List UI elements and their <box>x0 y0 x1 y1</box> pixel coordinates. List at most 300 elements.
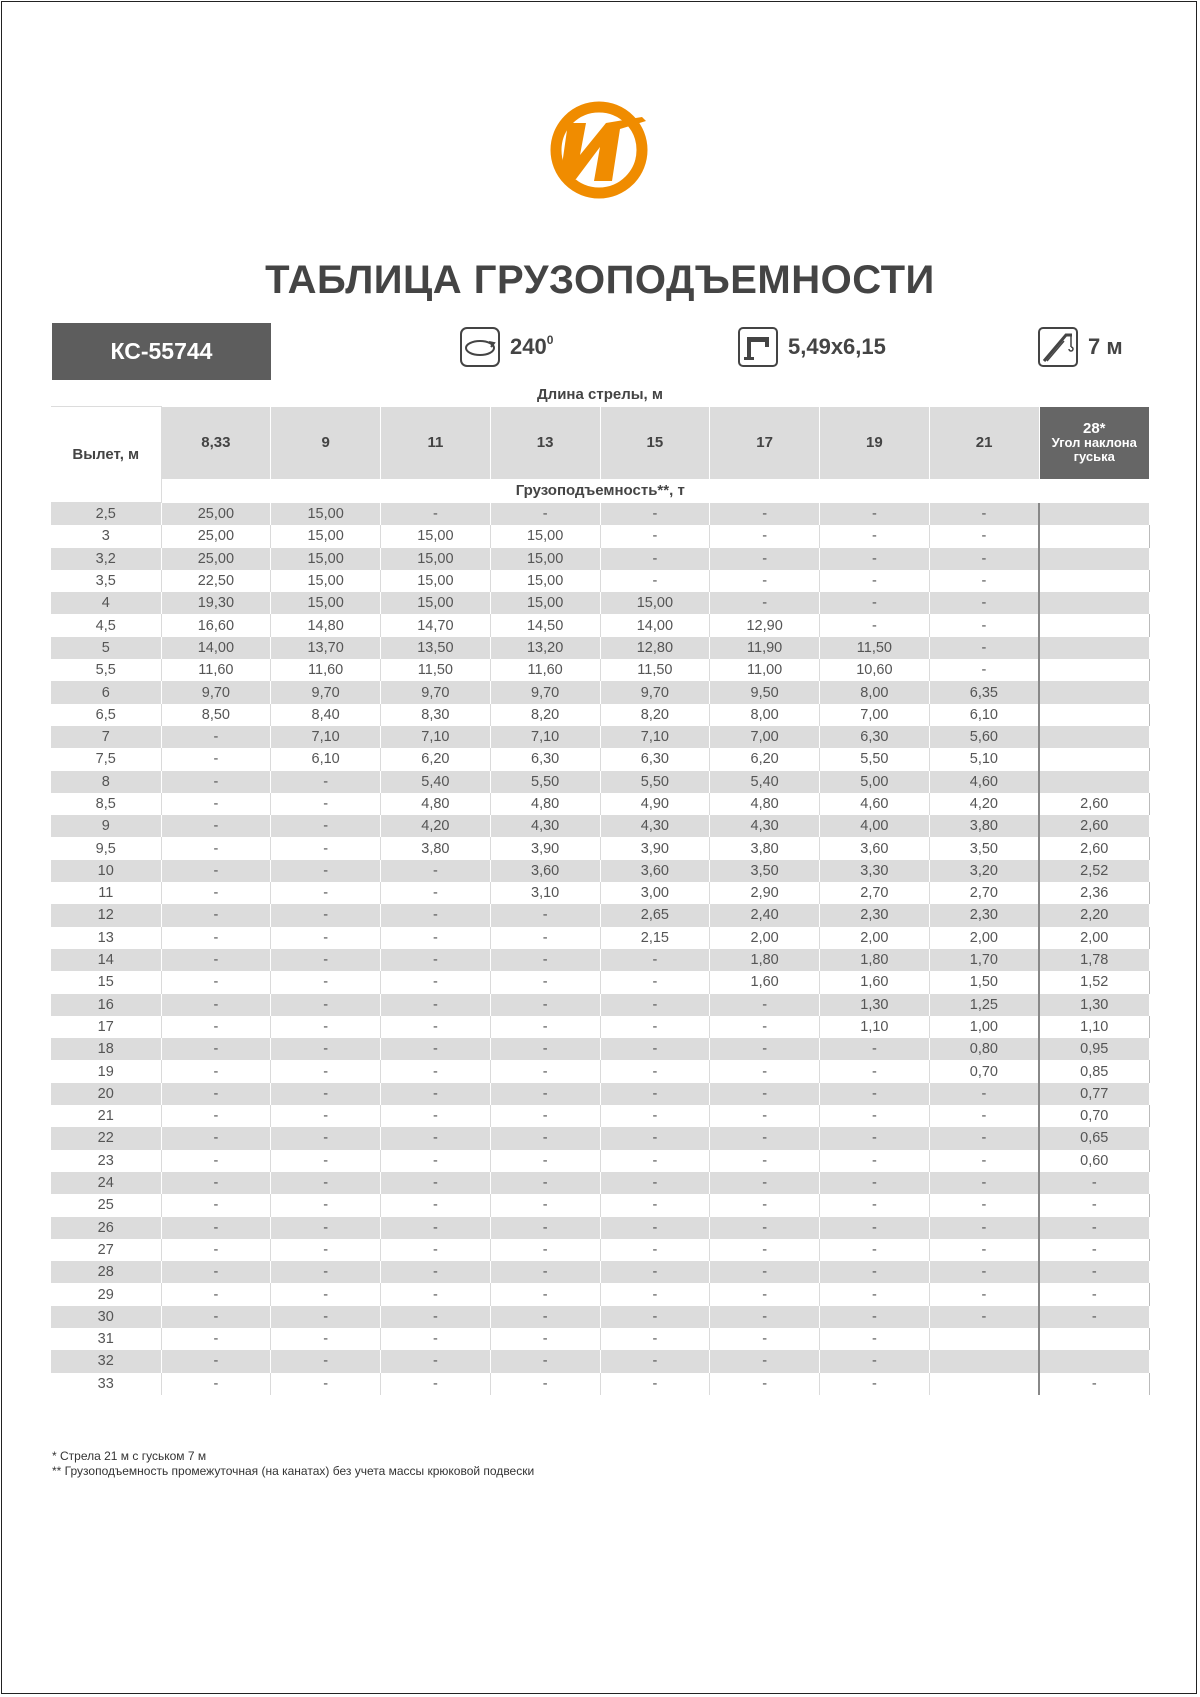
jib-capacity-cell: - <box>1039 1172 1149 1194</box>
capacity-cell: - <box>381 971 491 993</box>
capacity-cell: - <box>381 1038 491 1060</box>
capacity-cell: - <box>161 1373 271 1395</box>
jib-capacity-cell: 2,60 <box>1039 793 1149 815</box>
table-row <box>51 771 1149 793</box>
capacity-cell: 13,20 <box>490 637 600 659</box>
jib-capacity-cell: - <box>1039 1239 1149 1261</box>
capacity-cell: - <box>710 1150 820 1172</box>
capacity-cell: 3,90 <box>600 837 710 859</box>
capacity-cell: - <box>271 1306 381 1328</box>
capacity-cell: 5,60 <box>929 726 1039 748</box>
capacity-cell: - <box>929 525 1039 547</box>
radius-cell: 3 <box>51 525 161 547</box>
capacity-cell: 14,00 <box>600 614 710 636</box>
capacity-cell: 15,00 <box>490 548 600 570</box>
company-logo <box>546 95 658 205</box>
jib-capacity-cell: - <box>1039 1373 1149 1395</box>
jib-angle-value: 28* <box>1082 419 1106 437</box>
radius-cell: 23 <box>51 1150 161 1172</box>
capacity-cell: 15,00 <box>381 570 491 592</box>
capacity-cell: 9,50 <box>710 681 820 703</box>
capacity-cell: - <box>381 1350 491 1372</box>
capacity-cell: 25,00 <box>161 525 271 547</box>
capacity-cell: - <box>710 1194 820 1216</box>
capacity-cell: - <box>929 503 1039 526</box>
capacity-cell: - <box>381 904 491 926</box>
jib-angle-header <box>1039 407 1149 479</box>
capacity-cell: 4,80 <box>381 793 491 815</box>
radius-cell: 19 <box>51 1060 161 1082</box>
jib-capacity-cell: 0,65 <box>1039 1127 1149 1149</box>
capacity-cell: - <box>820 548 930 570</box>
outrigger-value: 5,49х6,15 <box>788 334 886 359</box>
jib-capacity-cell <box>1039 503 1149 526</box>
capacity-cell: - <box>820 592 930 614</box>
capacity-cell: 14,50 <box>490 614 600 636</box>
jib-capacity-cell: 0,95 <box>1039 1038 1149 1060</box>
jib-capacity-cell: 2,60 <box>1039 815 1149 837</box>
capacity-cell: 7,10 <box>271 726 381 748</box>
capacity-cell: 15,00 <box>271 570 381 592</box>
capacity-cell: - <box>820 1306 930 1328</box>
capacity-cell: - <box>820 1328 930 1350</box>
capacity-cell: 14,70 <box>381 614 491 636</box>
capacity-cell: 11,60 <box>490 659 600 681</box>
capacity-cell: - <box>381 503 491 526</box>
capacity-cell: - <box>710 570 820 592</box>
capacity-cell: 3,20 <box>929 860 1039 882</box>
capacity-cell: 11,90 <box>710 637 820 659</box>
capacity-cell: - <box>490 1373 600 1395</box>
capacity-cell: 2,70 <box>929 882 1039 904</box>
capacity-cell: 9,70 <box>490 681 600 703</box>
capacity-cell: - <box>490 1194 600 1216</box>
capacity-cell: - <box>929 1150 1039 1172</box>
capacity-cell: - <box>381 1127 491 1149</box>
capacity-cell: 1,25 <box>929 994 1039 1016</box>
capacity-cell: - <box>381 1150 491 1172</box>
table-row <box>51 1060 1149 1082</box>
capacity-cell: 15,00 <box>271 525 381 547</box>
radius-cell: 4,5 <box>51 614 161 636</box>
capacity-cell: - <box>161 815 271 837</box>
capacity-cell: 0,80 <box>929 1038 1039 1060</box>
radius-cell: 26 <box>51 1217 161 1239</box>
capacity-cell: - <box>161 994 271 1016</box>
capacity-cell: - <box>271 793 381 815</box>
capacity-cell: 3,50 <box>929 837 1039 859</box>
table-row <box>51 1261 1149 1283</box>
capacity-cell: - <box>490 1150 600 1172</box>
capacity-cell: - <box>820 1060 930 1082</box>
capacity-cell: - <box>381 1083 491 1105</box>
capacity-cell: - <box>161 793 271 815</box>
capacity-cell: 6,35 <box>929 681 1039 703</box>
jib-capacity-cell: 1,78 <box>1039 949 1149 971</box>
capacity-caption: Грузоподъемность**, т <box>161 479 1039 503</box>
capacity-cell: - <box>490 927 600 949</box>
capacity-cell: - <box>271 1060 381 1082</box>
capacity-cell: 0,70 <box>929 1060 1039 1082</box>
capacity-cell: - <box>161 1261 271 1283</box>
jib-capacity-cell <box>1039 614 1149 636</box>
radius-cell: 17 <box>51 1016 161 1038</box>
capacity-cell: - <box>710 1083 820 1105</box>
radius-cell: 7 <box>51 726 161 748</box>
table-row <box>51 1016 1149 1038</box>
capacity-cell: - <box>820 1350 930 1372</box>
page-title: ТАБЛИЦА ГРУЗОПОДЪЕМНОСТИ <box>265 258 935 302</box>
capacity-cell: - <box>381 1373 491 1395</box>
capacity-cell: - <box>600 1350 710 1372</box>
table-row <box>51 927 1149 949</box>
capacity-cell: - <box>600 1306 710 1328</box>
jib-capacity-cell: - <box>1039 1261 1149 1283</box>
capacity-cell: - <box>490 1105 600 1127</box>
capacity-cell: - <box>600 1016 710 1038</box>
capacity-cell: 3,80 <box>929 815 1039 837</box>
capacity-cell: 6,10 <box>929 704 1039 726</box>
capacity-cell: 3,60 <box>600 860 710 882</box>
capacity-cell: - <box>271 882 381 904</box>
table-row <box>51 726 1149 748</box>
capacity-cell: 15,00 <box>271 548 381 570</box>
boom-length-header: 17 <box>710 407 820 479</box>
capacity-cell: - <box>381 860 491 882</box>
capacity-cell: - <box>929 637 1039 659</box>
capacity-cell: - <box>600 1373 710 1395</box>
capacity-cell: - <box>929 1306 1039 1328</box>
capacity-cell: - <box>161 1172 271 1194</box>
capacity-cell: - <box>490 1239 600 1261</box>
jib-capacity-cell <box>1039 748 1149 770</box>
capacity-cell: - <box>381 1328 491 1350</box>
capacity-cell: - <box>820 1239 930 1261</box>
capacity-cell: 15,00 <box>490 525 600 547</box>
capacity-cell: 4,80 <box>490 793 600 815</box>
capacity-cell: - <box>490 949 600 971</box>
capacity-cell: 2,00 <box>820 927 930 949</box>
capacity-cell: - <box>490 1328 600 1350</box>
table-row <box>51 637 1149 659</box>
outrigger-spec <box>738 327 886 367</box>
capacity-cell: - <box>381 1060 491 1082</box>
capacity-cell: - <box>710 525 820 547</box>
boom-length-header: 11 <box>381 407 491 479</box>
capacity-cell: - <box>929 1172 1039 1194</box>
jib-capacity-cell <box>1039 525 1149 547</box>
capacity-cell: 14,00 <box>161 637 271 659</box>
capacity-cell: 2,90 <box>710 882 820 904</box>
capacity-cell: - <box>820 525 930 547</box>
capacity-cell: - <box>161 927 271 949</box>
footnotes <box>52 1449 534 1479</box>
capacity-cell: - <box>271 860 381 882</box>
capacity-cell: 5,50 <box>490 771 600 793</box>
capacity-cell: 2,40 <box>710 904 820 926</box>
capacity-cell: - <box>929 1217 1039 1239</box>
radius-cell: 11 <box>51 882 161 904</box>
capacity-cell: - <box>820 1083 930 1105</box>
capacity-cell: - <box>490 904 600 926</box>
capacity-cell: 1,60 <box>710 971 820 993</box>
capacity-cell: - <box>710 1306 820 1328</box>
capacity-cell: - <box>710 1217 820 1239</box>
capacity-cell: - <box>490 1261 600 1283</box>
capacity-cell <box>929 1328 1039 1350</box>
capacity-cell: 6,30 <box>600 748 710 770</box>
capacity-cell: - <box>710 1283 820 1305</box>
capacity-cell: - <box>381 1306 491 1328</box>
capacity-cell: 8,20 <box>600 704 710 726</box>
capacity-cell: - <box>271 1127 381 1149</box>
capacity-cell: - <box>161 1083 271 1105</box>
capacity-cell <box>929 1350 1039 1372</box>
capacity-cell: - <box>271 771 381 793</box>
jib-capacity-cell <box>1039 704 1149 726</box>
capacity-cell: 3,80 <box>381 837 491 859</box>
capacity-cell: - <box>929 592 1039 614</box>
table-row <box>51 882 1149 904</box>
capacity-cell: - <box>271 927 381 949</box>
boom-length-header: 9 <box>271 407 381 479</box>
capacity-cell: - <box>600 1328 710 1350</box>
jib-capacity-cell: 0,70 <box>1039 1105 1149 1127</box>
capacity-cell: 12,80 <box>600 637 710 659</box>
capacity-cell: 13,70 <box>271 637 381 659</box>
table-row <box>51 1306 1149 1328</box>
jib-capacity-cell <box>1039 726 1149 748</box>
radius-cell: 7,5 <box>51 748 161 770</box>
capacity-cell: - <box>271 904 381 926</box>
capacity-cell: - <box>490 1060 600 1082</box>
capacity-cell: - <box>271 1261 381 1283</box>
capacity-cell: - <box>710 1350 820 1372</box>
table-row <box>51 1239 1149 1261</box>
capacity-cell: 2,00 <box>710 927 820 949</box>
capacity-cell: - <box>820 1038 930 1060</box>
jib-capacity-cell <box>1039 1328 1149 1350</box>
capacity-cell: - <box>161 949 271 971</box>
table-row <box>51 548 1149 570</box>
capacity-cell: - <box>710 1105 820 1127</box>
capacity-cell: 8,40 <box>271 704 381 726</box>
radius-cell: 33 <box>51 1373 161 1395</box>
capacity-cell: 1,30 <box>820 994 930 1016</box>
capacity-cell: 10,60 <box>820 659 930 681</box>
capacity-cell: - <box>161 1217 271 1239</box>
capacity-cell: 3,60 <box>820 837 930 859</box>
jib-spec <box>1038 327 1123 367</box>
capacity-cell: - <box>161 1283 271 1305</box>
capacity-cell: - <box>271 1328 381 1350</box>
boom-length-header: 13 <box>490 407 600 479</box>
capacity-cell: - <box>161 1060 271 1082</box>
capacity-cell: - <box>710 1060 820 1082</box>
capacity-cell: 6,30 <box>490 748 600 770</box>
capacity-cell: 3,10 <box>490 882 600 904</box>
capacity-cell: 1,60 <box>820 971 930 993</box>
capacity-cell: - <box>161 1350 271 1372</box>
capacity-cell: - <box>381 1261 491 1283</box>
table-row <box>51 503 1149 526</box>
capacity-cell: 2,15 <box>600 927 710 949</box>
capacity-cell: 9,70 <box>271 681 381 703</box>
capacity-cell: 11,50 <box>381 659 491 681</box>
capacity-cell: - <box>161 1194 271 1216</box>
capacity-cell: - <box>929 1283 1039 1305</box>
capacity-cell: - <box>271 1194 381 1216</box>
capacity-cell: 8,30 <box>381 704 491 726</box>
radius-cell: 13 <box>51 927 161 949</box>
radius-cell: 6,5 <box>51 704 161 726</box>
capacity-cell: - <box>161 1105 271 1127</box>
radius-cell: 4 <box>51 592 161 614</box>
jib-capacity-cell: 0,77 <box>1039 1083 1149 1105</box>
capacity-cell: 11,50 <box>820 637 930 659</box>
jib-capacity-cell <box>1039 659 1149 681</box>
capacity-cell: - <box>271 1350 381 1372</box>
capacity-cell: 1,80 <box>820 949 930 971</box>
table-row <box>51 748 1149 770</box>
capacity-cell: - <box>161 1127 271 1149</box>
radius-cell: 9,5 <box>51 837 161 859</box>
footnote-1: * Стрела 21 м с гуськом 7 м <box>52 1449 207 1463</box>
capacity-cell: 5,40 <box>710 771 820 793</box>
capacity-cell: - <box>271 949 381 971</box>
capacity-cell: - <box>710 1373 820 1395</box>
capacity-cell: - <box>271 1217 381 1239</box>
capacity-cell: - <box>381 1016 491 1038</box>
boom-length-header: 21 <box>929 407 1039 479</box>
capacity-cell: - <box>490 1038 600 1060</box>
footnote-2: ** Грузоподъемность промежуточная (на канатах) без учета массы крюковой подвески <box>52 1464 535 1478</box>
capacity-cell: 14,80 <box>271 614 381 636</box>
jib-capacity-cell: 1,52 <box>1039 971 1149 993</box>
capacity-cell: 12,90 <box>710 614 820 636</box>
capacity-cell: - <box>161 971 271 993</box>
table-row <box>51 1283 1149 1305</box>
capacity-cell: - <box>600 1105 710 1127</box>
capacity-cell: - <box>929 614 1039 636</box>
capacity-cell: - <box>271 1239 381 1261</box>
capacity-cell: 11,00 <box>710 659 820 681</box>
table-row <box>51 1217 1149 1239</box>
capacity-cell: - <box>271 1083 381 1105</box>
capacity-cell: - <box>381 1217 491 1239</box>
capacity-cell: 3,60 <box>490 860 600 882</box>
radius-cell: 12 <box>51 904 161 926</box>
radius-cell: 3,2 <box>51 548 161 570</box>
capacity-cell: - <box>929 659 1039 681</box>
capacity-cell: - <box>600 548 710 570</box>
capacity-cell: - <box>381 1172 491 1194</box>
capacity-cell: - <box>600 1060 710 1082</box>
capacity-cell: - <box>161 1328 271 1350</box>
jib-angle-label: Угол наклона гуська <box>1051 434 1137 464</box>
capacity-cell: - <box>381 1239 491 1261</box>
capacity-cell: 1,80 <box>710 949 820 971</box>
capacity-cell: - <box>271 1373 381 1395</box>
outrigger-icon <box>738 327 778 367</box>
capacity-cell: - <box>600 1127 710 1149</box>
capacity-cell: 4,60 <box>820 793 930 815</box>
capacity-cell: 4,60 <box>929 771 1039 793</box>
capacity-cell: - <box>600 1038 710 1060</box>
jib-capacity-cell: 2,52 <box>1039 860 1149 882</box>
capacity-cell: - <box>490 1083 600 1105</box>
radius-cell: 5 <box>51 637 161 659</box>
capacity-cell: - <box>710 1127 820 1149</box>
capacity-cell: 9,70 <box>161 681 271 703</box>
capacity-cell: - <box>710 1172 820 1194</box>
radius-cell: 9 <box>51 815 161 837</box>
capacity-cell: - <box>710 1239 820 1261</box>
capacity-cell: 8,20 <box>490 704 600 726</box>
capacity-cell: - <box>820 1373 930 1395</box>
capacity-cell: 1,70 <box>929 949 1039 971</box>
radius-header: Вылет, м <box>51 407 161 503</box>
capacity-cell: - <box>929 548 1039 570</box>
radius-cell: 8,5 <box>51 793 161 815</box>
jib-capacity-cell: 1,30 <box>1039 994 1149 1016</box>
capacity-cell: 11,50 <box>600 659 710 681</box>
jib-capacity-cell <box>1039 1350 1149 1372</box>
capacity-cell: - <box>161 1016 271 1038</box>
jib-capacity-cell <box>1039 548 1149 570</box>
capacity-cell: - <box>820 1283 930 1305</box>
capacity-cell: 3,50 <box>710 860 820 882</box>
radius-cell: 25 <box>51 1194 161 1216</box>
jib-capacity-cell: - <box>1039 1306 1149 1328</box>
capacity-cell: - <box>161 1038 271 1060</box>
radius-cell: 24 <box>51 1172 161 1194</box>
capacity-cell: - <box>710 592 820 614</box>
table-row <box>51 592 1149 614</box>
capacity-cell: - <box>161 1239 271 1261</box>
jib-capacity-cell <box>1039 637 1149 659</box>
capacity-cell: - <box>271 994 381 1016</box>
jib-capacity-cell: 2,00 <box>1039 927 1149 949</box>
capacity-cell: 4,30 <box>710 815 820 837</box>
capacity-cell: 15,00 <box>490 570 600 592</box>
rotation-unit: 0 <box>546 332 554 347</box>
capacity-cell: 2,65 <box>600 904 710 926</box>
capacity-cell: 6,10 <box>271 748 381 770</box>
capacity-cell: - <box>710 994 820 1016</box>
capacity-cell: 15,00 <box>600 592 710 614</box>
capacity-cell: - <box>600 1083 710 1105</box>
boom-length-header: 15 <box>600 407 710 479</box>
radius-cell: 32 <box>51 1350 161 1372</box>
jib-capacity-cell <box>1039 771 1149 793</box>
capacity-cell: - <box>710 503 820 526</box>
capacity-cell: - <box>929 1083 1039 1105</box>
capacity-cell: - <box>271 1038 381 1060</box>
table-row <box>51 1083 1149 1105</box>
capacity-cell: - <box>271 1150 381 1172</box>
capacity-cell: 3,00 <box>600 882 710 904</box>
capacity-cell: - <box>820 570 930 592</box>
capacity-cell: 4,80 <box>710 793 820 815</box>
capacity-cell: - <box>381 1105 491 1127</box>
radius-cell: 15 <box>51 971 161 993</box>
capacity-cell: 25,00 <box>161 548 271 570</box>
capacity-cell: 1,50 <box>929 971 1039 993</box>
jib-capacity-cell: - <box>1039 1194 1149 1216</box>
capacity-cell: 3,30 <box>820 860 930 882</box>
capacity-cell: 15,00 <box>381 592 491 614</box>
